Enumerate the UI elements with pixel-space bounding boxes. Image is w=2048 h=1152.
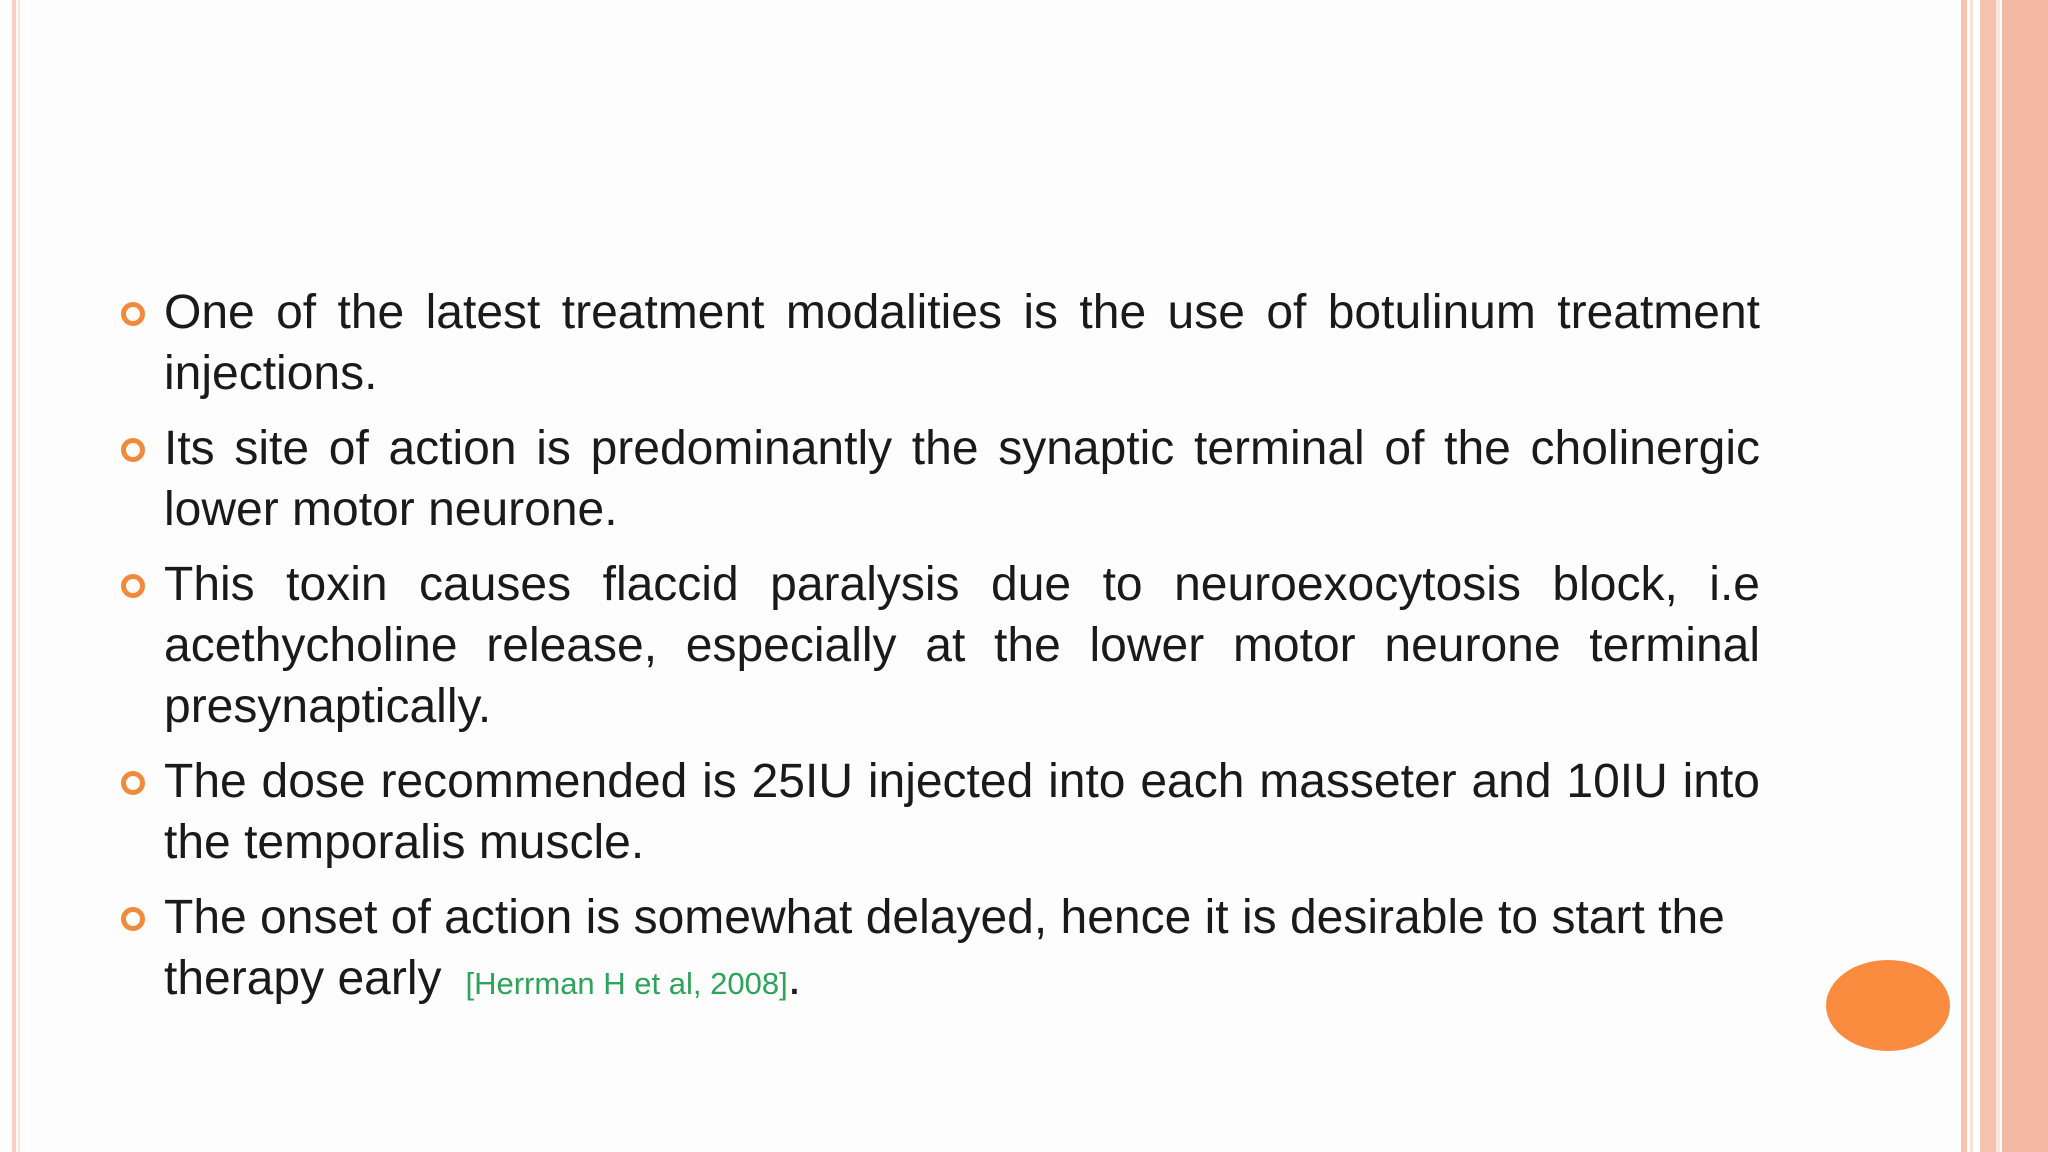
bullet-item xyxy=(120,887,1760,1014)
left-decorative-border xyxy=(0,0,22,1152)
citation: [Herrman H et al, 2008] xyxy=(465,966,788,1001)
bullet-item xyxy=(120,282,1760,404)
right-border-stripe xyxy=(1996,0,2000,1152)
right-border-stripe xyxy=(1970,0,1973,1152)
left-border-stripe xyxy=(18,0,20,1152)
bullet-suffix: . xyxy=(787,952,802,1005)
right-border-stripe xyxy=(1980,0,1996,1152)
right-border-stripe xyxy=(2002,0,2048,1152)
ring-bullet-icon xyxy=(121,438,145,462)
ring-bullet-icon xyxy=(121,907,145,931)
orange-circle xyxy=(1826,960,1950,1051)
bullet-text: Its site of action is predominantly the synaptic terminal of the cholinergic lower motor neurone. xyxy=(164,422,1760,536)
ring-bullet-icon xyxy=(121,574,145,598)
bullet-item xyxy=(120,751,1760,873)
bullet-text: The onset of action is somewhat delayed, hence it is desirable to start the therapy early xyxy=(164,891,1725,1005)
right-border-stripe xyxy=(1961,0,1967,1152)
ring-bullet-icon xyxy=(121,771,145,795)
right-decorative-border xyxy=(1958,0,2048,1152)
bullet-item xyxy=(120,554,1760,737)
bullet-text: The dose recommended is 25IU injected into each masseter and 10IU into the temporalis muscle. xyxy=(164,755,1760,869)
left-border-stripe xyxy=(12,0,16,1152)
ring-bullet-icon xyxy=(121,302,145,326)
bullet-text: This toxin causes flaccid paralysis due to neuroexocytosis block, i.e acethycholine release, especially at the lower motor neurone terminal presynaptically. xyxy=(164,558,1760,733)
bullet-item xyxy=(120,418,1760,540)
bullet-list xyxy=(120,282,1760,1028)
bullet-text: One of the latest treatment modalities is the use of botulinum treatment injections. xyxy=(164,286,1760,400)
